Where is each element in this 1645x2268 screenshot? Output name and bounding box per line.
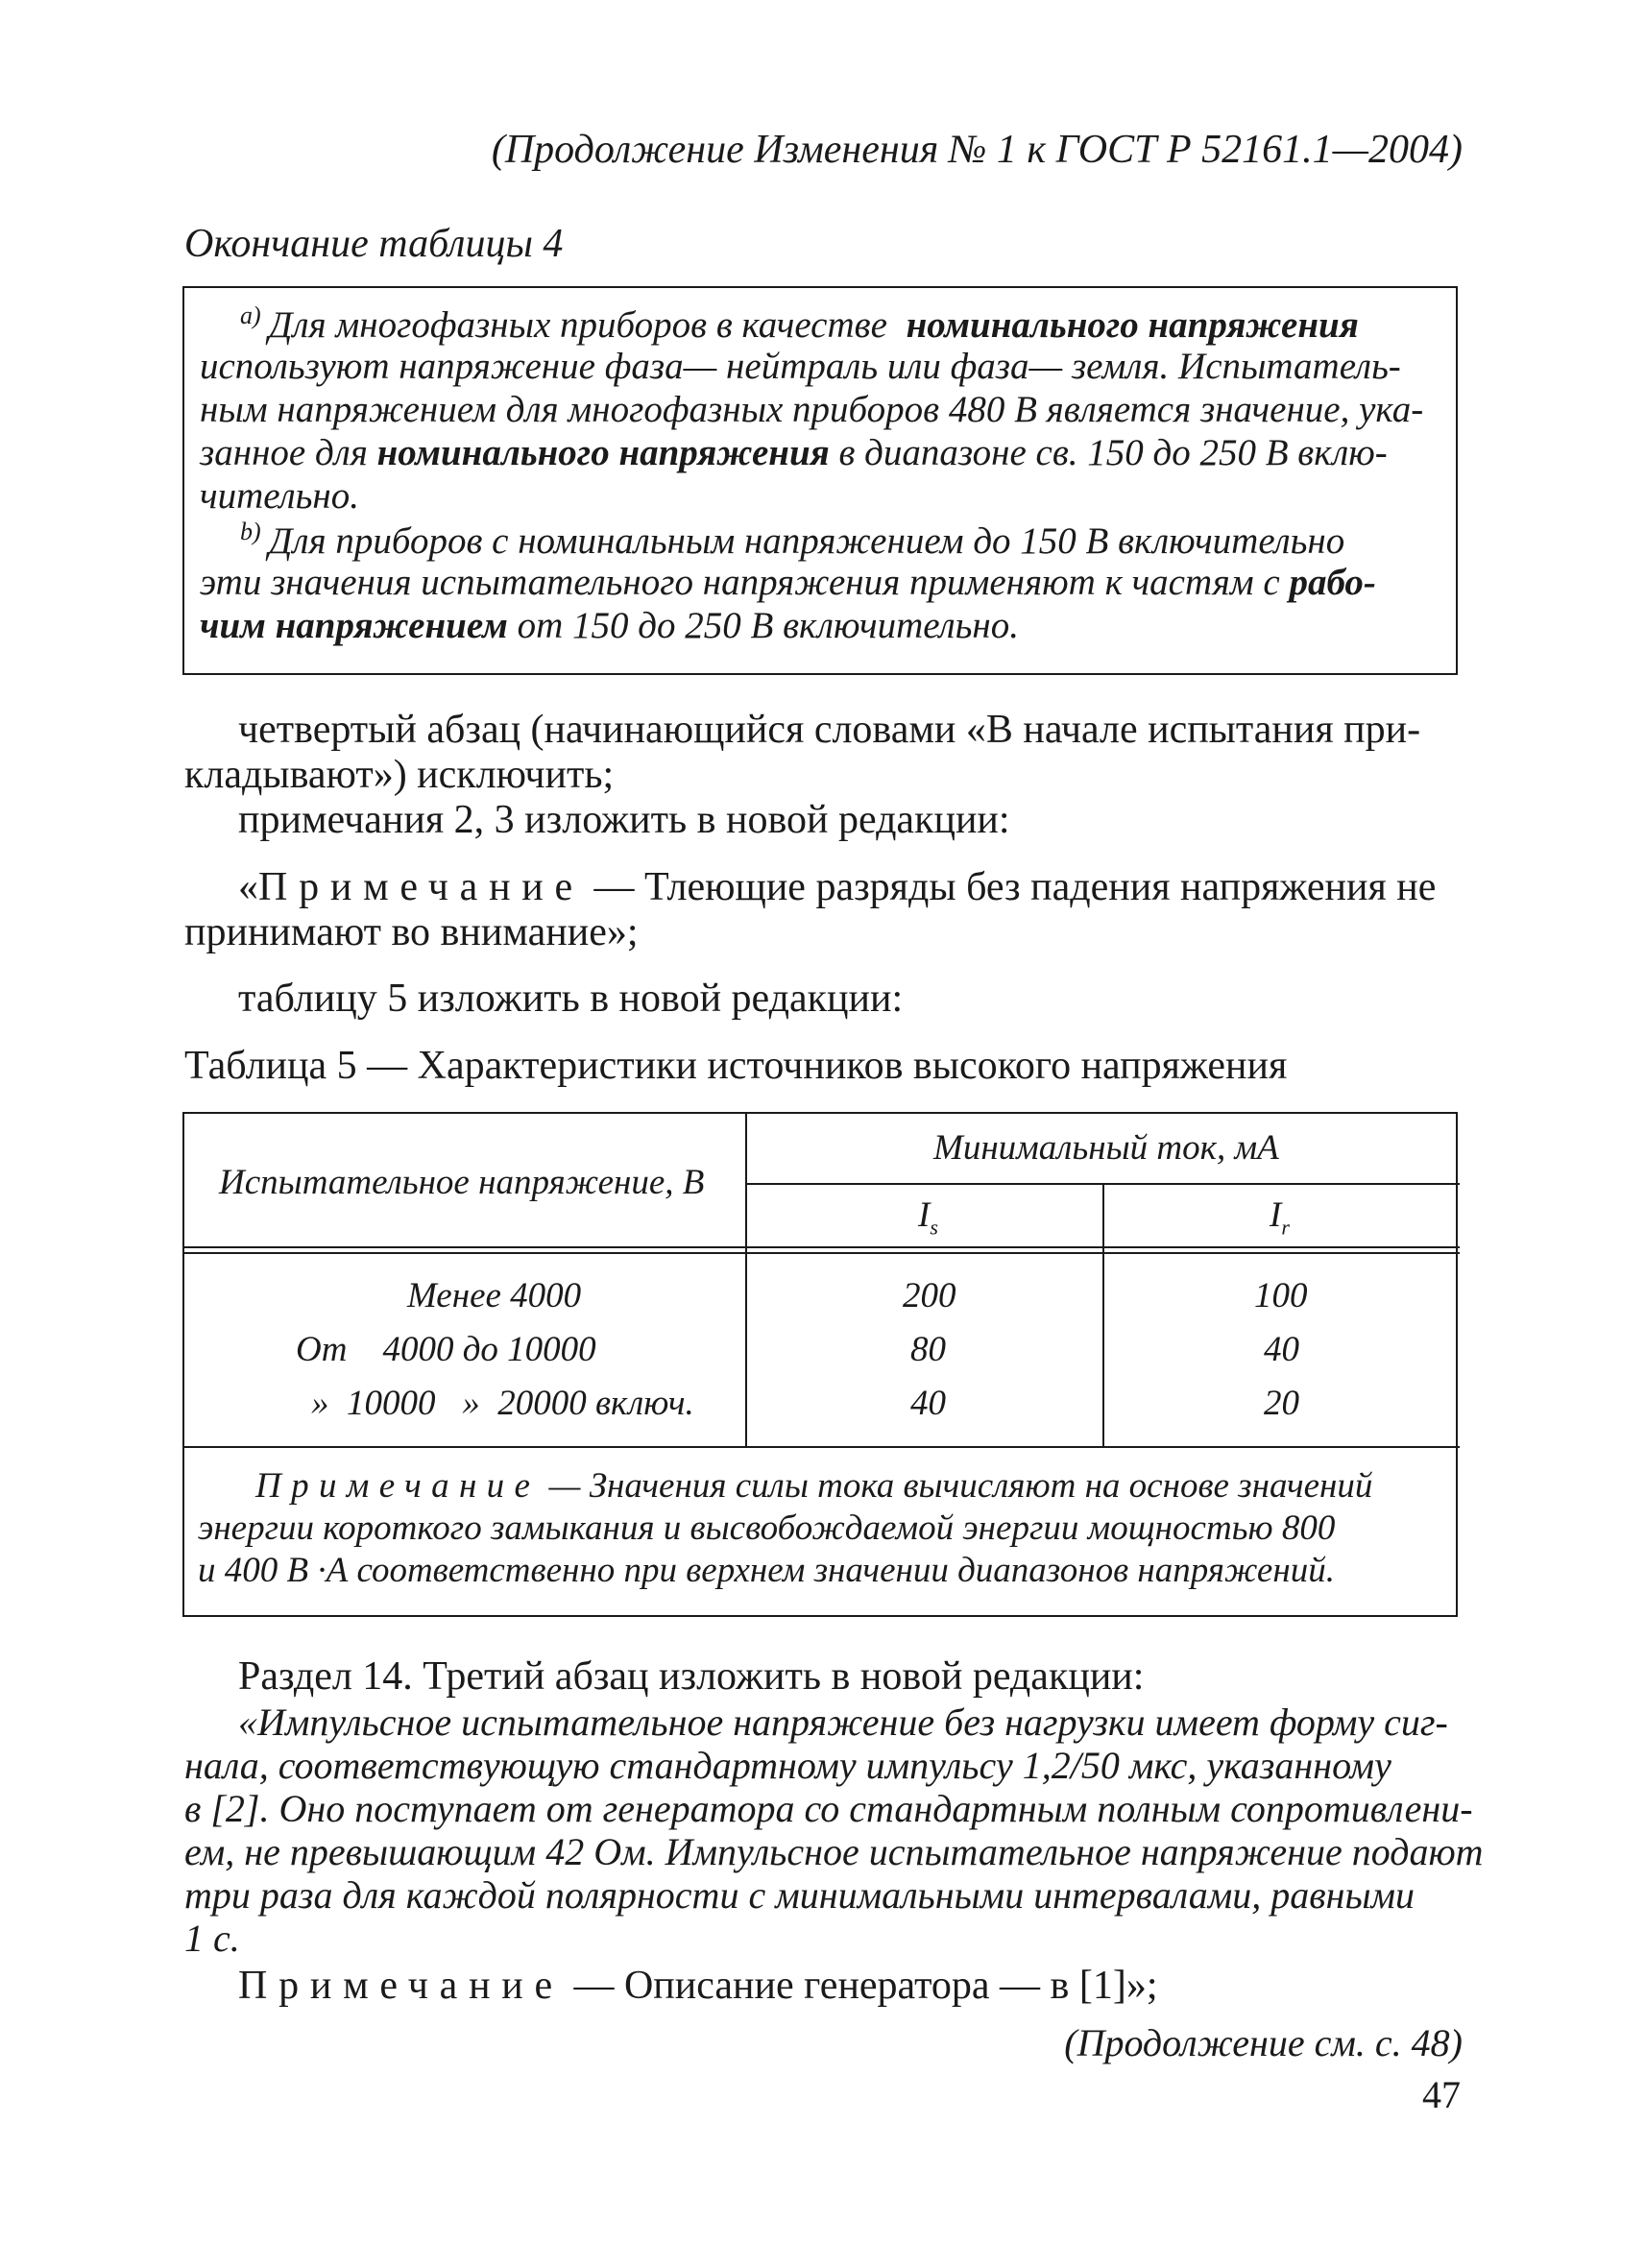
table5-row2-voltage: От 4000 до 10000 — [296, 1330, 596, 1369]
paragraph-4: таблицу 5 изложить в новой редакции: — [238, 977, 904, 1021]
table5-row2-is: 80 — [910, 1330, 946, 1369]
header-continuation-note: (Продолжение Изменения № 1 к ГОСТ Р 52161.1—2004) — [491, 128, 1463, 172]
table5-col-divider-1 — [745, 1114, 747, 1446]
section14-intro: Раздел 14. Третий абзац изложить в новой редакции: — [238, 1654, 1145, 1699]
section14-quote-line2: нала, соответствующую стандартному импульсу 1,2/50 мкс, указанному — [184, 1744, 1391, 1787]
table5-row3-voltage: » 10000 » 20000 включ. — [311, 1384, 694, 1423]
table5-header-voltage: Испытательное напряжение, В — [219, 1163, 705, 1202]
paragraph-2: примечания 2, 3 изложить в новой редакции: — [238, 798, 1010, 842]
table5-row3-ir: 20 — [1264, 1384, 1299, 1423]
table5-subheader-divider — [745, 1183, 1460, 1185]
table5-row2-ir: 40 — [1264, 1330, 1299, 1369]
table4-footnote-box — [182, 286, 1458, 675]
page-number: 47 — [1422, 2073, 1461, 2116]
table5 — [182, 1112, 1458, 1617]
section14-quote-line1: «Импульсное испытательное напряжение без нагрузки имеет форму сиг- — [238, 1701, 1448, 1744]
table5-header-divider-b — [184, 1252, 1460, 1254]
table5-header-current: Минимальный ток, мА — [933, 1128, 1279, 1168]
footer-continued-note: (Продолжение см. с. 48) — [1064, 2021, 1463, 2064]
table5-row1-is: 200 — [903, 1276, 956, 1315]
table4-caption: Окончание таблицы 4 — [184, 222, 564, 266]
table5-note-word: Примечание — [255, 1466, 541, 1506]
paragraph-1-line1: четвертый абзац (начинающийся словами «В начале испытания при- — [238, 708, 1421, 752]
footnote-a-bold2: номинального напряжения — [376, 432, 830, 473]
table5-is-letter: I — [918, 1195, 931, 1235]
footnote-b-bold1: рабо- — [1289, 562, 1376, 603]
table5-subheader-is — [918, 1194, 938, 1240]
paragraph-3-rest: — Тлеющие разряды без падения напряжения не — [583, 865, 1437, 909]
table5-row1-voltage: Менее 4000 — [407, 1276, 582, 1315]
footnote-a-line5: чительно. — [200, 475, 359, 517]
footnote-a-line4 — [200, 431, 1388, 474]
table5-note-line1 — [255, 1465, 1372, 1507]
paragraph-3-note-word: Примечание — [258, 865, 584, 909]
section14-quote-line5: три раза для каждой полярности с минимальными интервалами, равными — [184, 1873, 1415, 1917]
table5-col-divider-2 — [1102, 1183, 1104, 1446]
footnote-a-line2: используют напряжение фаза— нейтраль или фаза— земля. Испытатель- — [200, 346, 1401, 387]
table5-note-divider — [184, 1446, 1460, 1448]
paragraph-3-quote-open: « — [238, 865, 258, 909]
paragraph-3-line2: принимают во внимание»; — [184, 910, 639, 954]
table5-row1-ir: 100 — [1254, 1276, 1308, 1315]
footnote-b-line1 — [240, 518, 1344, 563]
section14-note-rest: — Описание генератора — в [1]»; — [563, 1964, 1158, 2008]
table5-note-line2: энергии короткого замыкания и высвобождаемой энергии мощностью 800 — [198, 1508, 1336, 1548]
table5-subheader-ir — [1270, 1194, 1290, 1240]
footnote-a-text4-end: в диапазоне св. 150 до 250 В вклю- — [829, 432, 1388, 473]
footnote-b-line2 — [200, 561, 1376, 604]
table5-ir-subscript: r — [1281, 1215, 1290, 1240]
table5-row3-is: 40 — [910, 1384, 946, 1423]
paragraph-1-line2: кладывают») исключить; — [184, 753, 615, 797]
footnote-b-text1: Для приборов с номинальным напряжением до 150 В включительно — [268, 520, 1345, 562]
table5-caption: Таблица 5 — Характеристики источников высокого напряжения — [184, 1044, 1288, 1088]
footnote-b-mark: b) — [240, 518, 261, 545]
table5-is-subscript: s — [930, 1215, 938, 1240]
table5-header-divider-a — [184, 1246, 1460, 1248]
section14-note — [238, 1963, 1158, 2009]
section14-note-word: Примечание — [238, 1964, 564, 2008]
footnote-a-text1: Для многофазных приборов в качестве — [268, 304, 897, 346]
table5-note-line3: и 400 В ·А соответственно при верхнем значении диапазонов напряжений. — [198, 1551, 1335, 1590]
footnote-a-line1 — [240, 302, 1359, 347]
section14-quote-line4: ем, не превышающим 42 Ом. Импульсное испытательное напряжение подают — [184, 1830, 1484, 1873]
footnote-a-text4: занное для — [200, 432, 377, 473]
footnote-b-text2: эти значения испытательного напряжения применяют к частям с — [200, 562, 1290, 603]
footnote-a-line3: ным напряжением для многофазных приборов 480 В является значение, ука- — [200, 389, 1424, 430]
table5-ir-letter: I — [1270, 1195, 1282, 1235]
footnote-a-bold1: номинального напряжения — [906, 304, 1359, 346]
footnote-a-mark: a) — [240, 302, 261, 329]
footnote-b-text3: от 150 до 250 В включительно. — [507, 605, 1019, 646]
footnote-b-line3 — [200, 604, 1019, 647]
table5-note-rest: — Значения силы тока вычисляют на основе значений — [540, 1466, 1373, 1506]
section14-quote-line3: в [2]. Оно поступает от генератора со стандартным полным сопротивлени- — [184, 1787, 1473, 1830]
section14-quote-line6: 1 с. — [184, 1917, 240, 1960]
paragraph-3-line1 — [238, 864, 1436, 910]
footnote-b-bold2: чим напряжением — [200, 605, 508, 646]
